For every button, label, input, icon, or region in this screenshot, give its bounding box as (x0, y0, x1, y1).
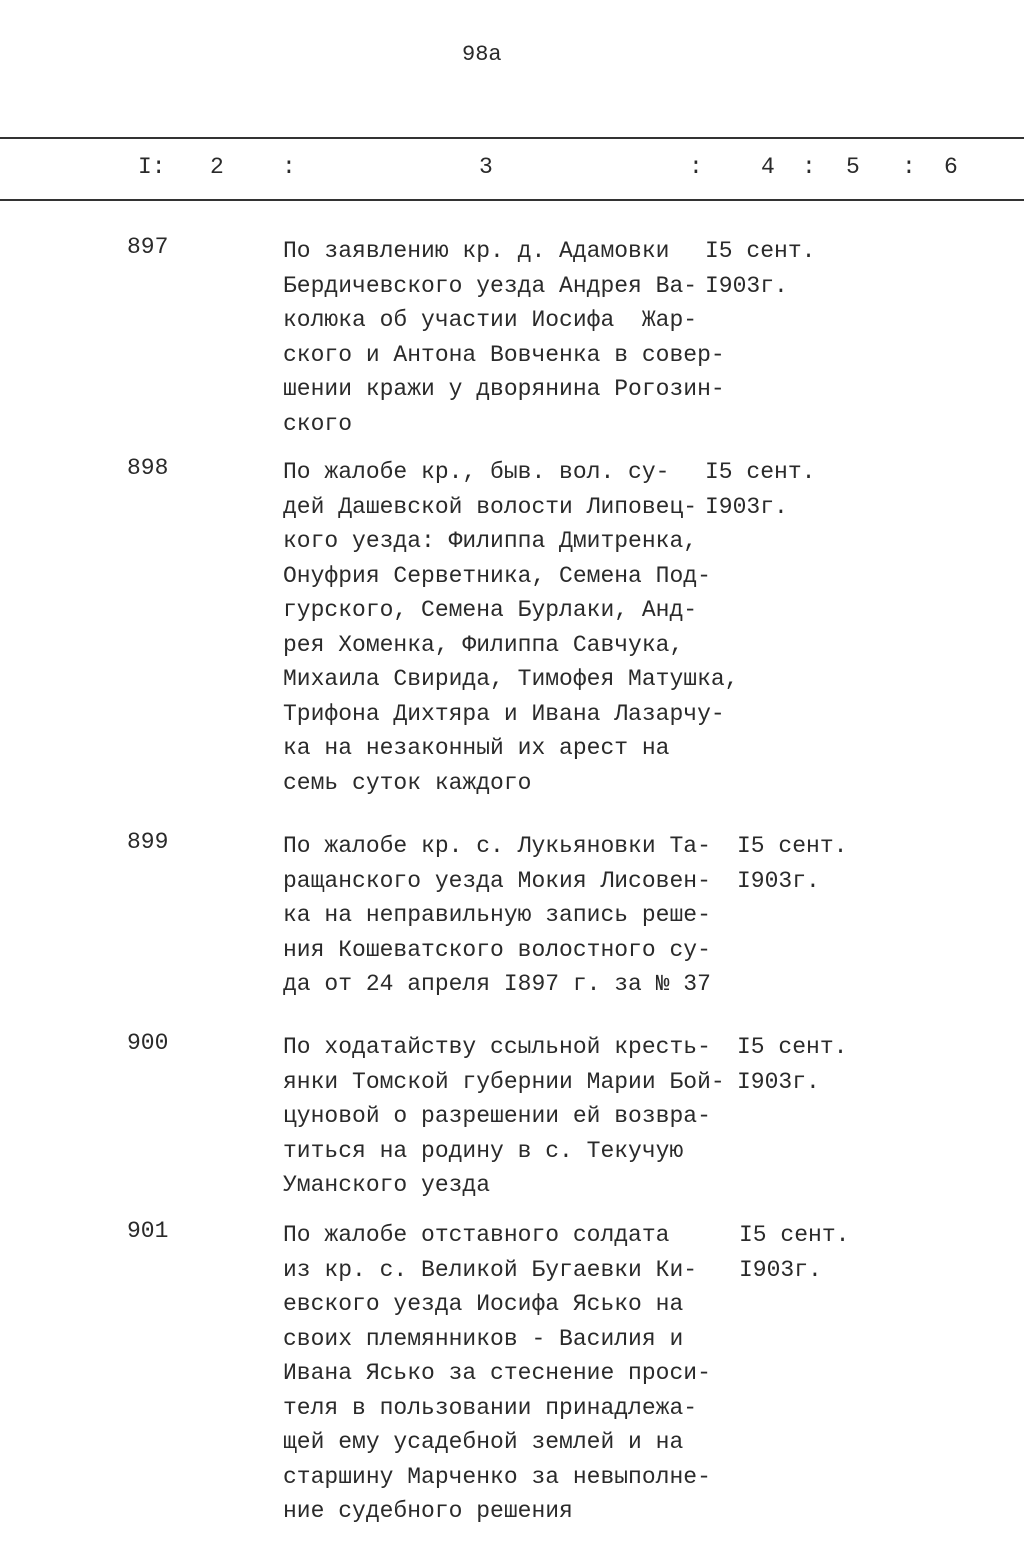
column-separator: : (902, 154, 916, 180)
description-line: титься на родину в с. Текучую (283, 1137, 684, 1164)
description-line: По ходатайству ссыльной кресть- (283, 1034, 711, 1060)
date-line: I903г. (737, 1068, 820, 1095)
description-line: Бердичевского уезда Андрея Ва- (283, 272, 698, 299)
description-line: своих племянников - Василия и (283, 1325, 684, 1352)
date-line: I903г. (737, 867, 820, 894)
column-header-3: 3 (479, 154, 493, 180)
entry-number: 900 (127, 1030, 169, 1056)
description-line: щей ему усадебной землей и на (283, 1429, 684, 1455)
date-line: I903г. (739, 1256, 822, 1283)
description-line: ние судебного решения (283, 1498, 573, 1524)
description-line: Ивана Ясько за стеснение проси- (283, 1360, 711, 1386)
header-bottom-rule (0, 199, 1024, 201)
column-separator: : (282, 154, 296, 180)
column-header-5: 5 (846, 154, 860, 180)
entry-description (283, 1218, 711, 1529)
description-line: семь суток каждого (283, 769, 532, 796)
description-line: ния Кошеватского волостного су- (283, 936, 711, 963)
description-line: Уманского уезда (283, 1172, 491, 1198)
entry-description (283, 455, 738, 800)
date-line: I5 сент. (705, 459, 816, 485)
entry-date (737, 1030, 847, 1099)
description-line: цуновой о разрешении ей возвра- (283, 1103, 711, 1129)
description-line: теля в пользовании принадлежа- (283, 1394, 698, 1421)
column-header-2: 2 (210, 154, 224, 180)
entry-date (705, 455, 815, 524)
date-line: I5 сент. (739, 1222, 850, 1248)
description-line: да от 24 апреля I897 г. за № 37 (283, 971, 711, 997)
column-header-6: 6 (944, 154, 958, 180)
description-line: евского уезда Иосифа Ясько на (283, 1291, 684, 1317)
date-line: I5 сент. (737, 833, 848, 859)
description-line: По заявлению кр. д. Адамовки (283, 238, 670, 264)
description-line: старшину Марченко за невыполне- (283, 1463, 711, 1490)
description-line: колюка об участии Иосифа Жар- (283, 307, 698, 333)
description-line: ского и Антона Вовченка в совер- (283, 341, 725, 368)
entry-number: 898 (127, 455, 169, 481)
description-line: из кр. с. Великой Бугаевки Ки- (283, 1256, 698, 1283)
description-line: По жалобе отставного солдата (283, 1222, 670, 1248)
date-line: I903г. (705, 493, 788, 520)
entry-number: 897 (127, 234, 169, 260)
description-line: дей Дашевской волости Липовец- (283, 493, 698, 520)
entry-description (283, 234, 725, 441)
description-line: шении кражи у дворянина Рогозин- (283, 376, 725, 402)
entry-date (705, 234, 815, 303)
column-separator: : (802, 154, 816, 180)
description-line: По жалобе кр. с. Лукьяновки Та- (283, 833, 711, 859)
entry-date (737, 829, 847, 898)
description-line: ка на незаконный их арест на (283, 735, 670, 761)
description-line: кого уезда: Филиппа Дмитренка, (283, 528, 698, 554)
date-line: I903г. (705, 272, 788, 299)
description-line: Онуфрия Серветника, Семена Под- (283, 562, 711, 589)
date-line: I5 сент. (705, 238, 816, 264)
description-line: рея Хоменка, Филиппа Савчука, (283, 631, 684, 658)
column-header-1: I: (138, 154, 166, 180)
column-header-4: 4 (761, 154, 775, 180)
description-line: ка на неправильную запись реше- (283, 902, 711, 928)
entry-date (739, 1218, 849, 1287)
description-line: гурского, Семена Бурлаки, Анд- (283, 597, 698, 623)
description-line: янки Томской губернии Марии Бой- (283, 1068, 725, 1095)
entry-number: 899 (127, 829, 169, 855)
description-line: Трифона Дихтяра и Ивана Лазарчу- (283, 700, 725, 727)
entry-description (283, 1030, 725, 1203)
header-top-rule (0, 137, 1024, 139)
page-number: 98a (462, 42, 502, 67)
date-line: I5 сент. (737, 1034, 848, 1060)
entry-number: 901 (127, 1218, 169, 1244)
entry-description (283, 829, 711, 1002)
description-line: ращанского уезда Мокия Лисовен- (283, 867, 711, 894)
description-line: Михаила Свирида, Тимофея Матушка, (283, 666, 739, 692)
description-line: По жалобе кр., быв. вол. су- (283, 459, 670, 485)
column-separator: : (689, 154, 703, 180)
description-line: ского (283, 410, 353, 437)
